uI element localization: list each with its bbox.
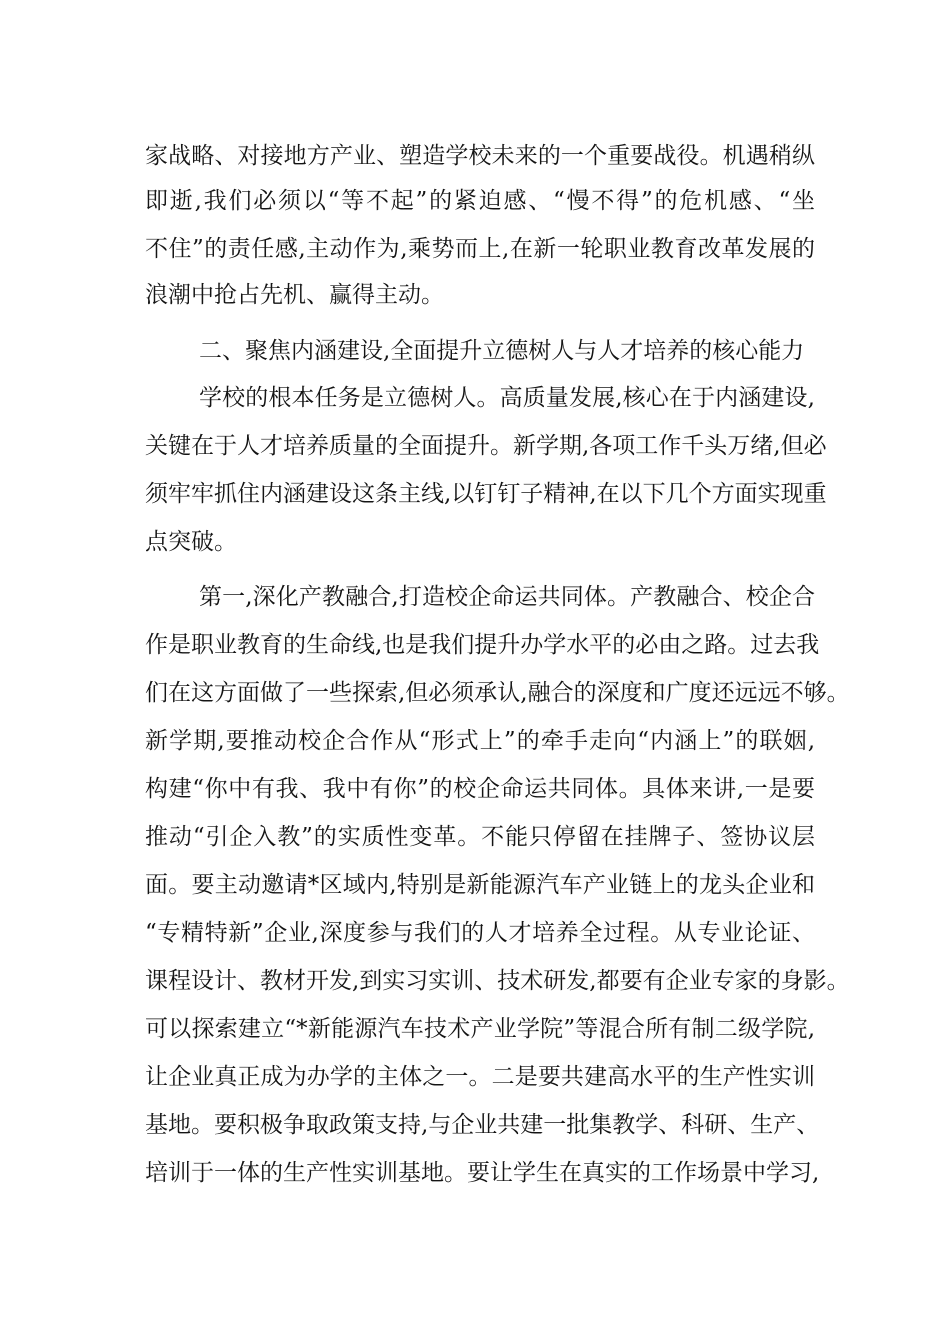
text-line: 培训于一体的生产性实训基地。要让学生在真实的工作场景中学习, [145,1160,820,1186]
text-line: 面。要主动邀请*区域内,特别是新能源汽车产业链上的龙头企业和 [145,872,815,898]
text-line: 学校的根本任务是立德树人。高质量发展,核心在于内涵建设, [199,385,815,411]
text-line: 家战略、对接地方产业、塑造学校未来的一个重要战役。机遇稍纵 [145,143,815,169]
text-line: “专精特新”企业,深度参与我们的人才培养全过程。从专业论证、 [145,920,815,946]
text-line: 课程设计、教材开发,到实习实训、技术研发,都要有企业专家的身影。 [145,968,850,994]
text-line: 不住”的责任感,主动作为,乘势而上,在新一轮职业教育改革发展的 [145,236,815,262]
text-line: 新学期,要推动校企合作从“形式上”的牵手走向“内涵上”的联姻, [145,728,815,754]
text-line: 须牢牢抓住内涵建设这条主线,以钉钉子精神,在以下几个方面实现重 [145,481,827,507]
text-line: 们在这方面做了一些探索,但必须承认,融合的深度和广度还远远不够。 [145,680,850,706]
text-line: 关键在于人才培养质量的全面提升。新学期,各项工作千头万绪,但必 [145,433,827,459]
text-line: 作是职业教育的生命线,也是我们提升办学水平的必由之路。过去我 [145,632,820,658]
text-line: 即逝,我们必须以“等不起”的紧迫感、“慢不得”的危机感、“坐 [145,188,815,214]
text-line: 构建“你中有我、我中有你”的校企命运共同体。具体来讲,一是要 [145,776,815,802]
text-line: 让企业真正成为办学的主体之一。二是要共建高水平的生产性实训 [145,1064,815,1090]
text-line: 基地。要积极争取政策支持,与企业共建一批集教学、科研、生产、 [145,1112,820,1138]
text-line: 浪潮中抢占先机、赢得主动。 [145,282,444,308]
text-line: 推动“引企入教”的实质性变革。不能只停留在挂牌子、签协议层 [145,824,815,850]
text-line: 可以探索建立“*新能源汽车技术产业学院”等混合所有制二级学院, [145,1016,815,1042]
section-heading: 二、聚焦内涵建设,全面提升立德树人与人才培养的核心能力 [199,338,805,364]
text-line: 第一,深化产教融合,打造校企命运共同体。产教融合、校企合 [199,584,815,610]
text-line: 点突破。 [145,529,237,555]
